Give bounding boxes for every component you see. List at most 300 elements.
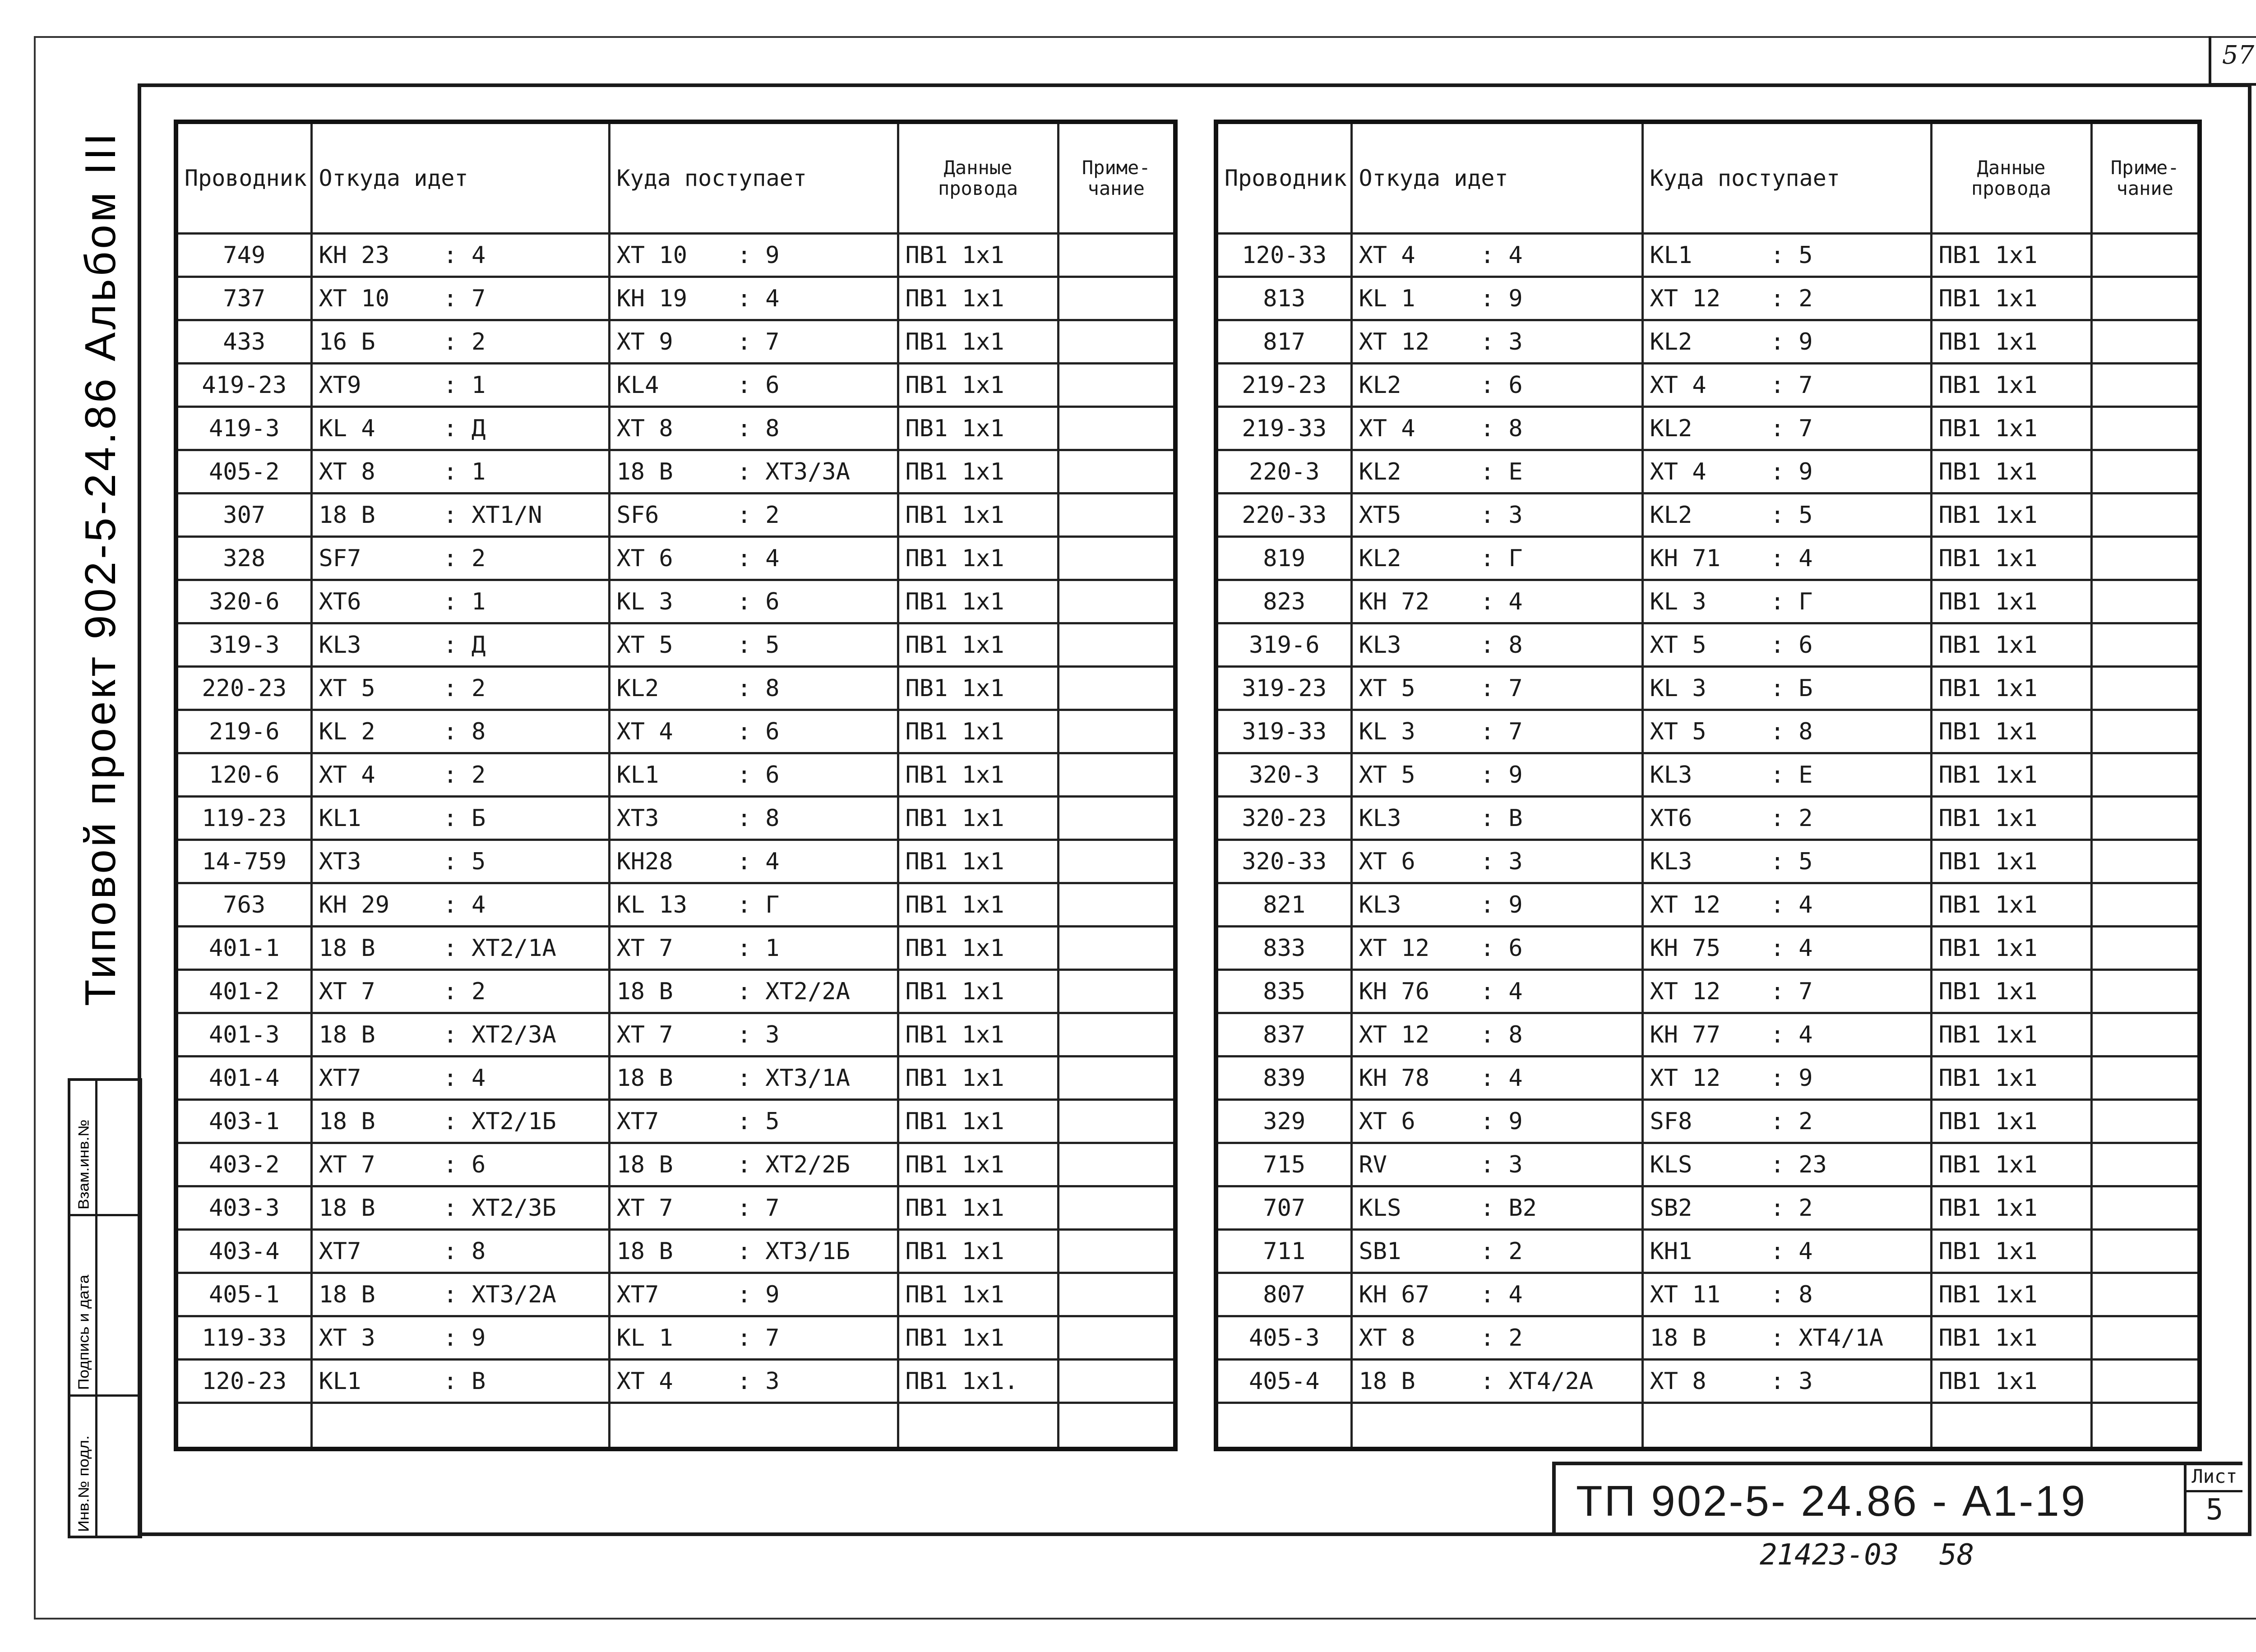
wire-data-cell: ПВ1 1х1 — [898, 1273, 1058, 1316]
from-cell — [1351, 667, 1642, 710]
table-row — [1216, 1230, 2200, 1273]
wire-data-cell: ПВ1 1х1 — [898, 667, 1058, 710]
note-cell — [2091, 667, 2200, 710]
wire-id: 403-1 — [176, 1100, 311, 1143]
table-row — [1216, 883, 2200, 927]
table-row — [1216, 1143, 2200, 1186]
table-row — [176, 623, 1175, 667]
to-device: XT 8 — [616, 415, 673, 442]
from-cell — [311, 753, 609, 797]
from-device: XT 10 — [319, 285, 390, 312]
to-terminal: : 9 — [1770, 458, 1813, 485]
wire-id: 119-33 — [176, 1316, 311, 1360]
from-device: XT3 — [319, 848, 361, 875]
from-device: XT7 — [319, 1237, 361, 1265]
from-device: KL3 — [1359, 631, 1401, 659]
table-row — [1216, 753, 2200, 797]
to-cell — [1642, 407, 1931, 450]
to-cell — [1642, 1143, 1931, 1186]
table-row — [1216, 1186, 2200, 1230]
wire-id: 813 — [1216, 277, 1351, 320]
from-device: XT9 — [319, 371, 361, 399]
to-cell — [609, 840, 898, 883]
from-device: KL2 — [1359, 545, 1401, 572]
from-cell — [311, 797, 609, 840]
from-cell — [311, 1100, 609, 1143]
wire-id: 401-4 — [176, 1057, 311, 1100]
page-number: 58 — [1939, 1538, 1974, 1572]
to-cell — [609, 927, 898, 970]
to-cell — [609, 320, 898, 364]
wire-data-cell: ПВ1 1х1 — [898, 277, 1058, 320]
to-terminal: : 9 — [737, 241, 780, 269]
wire-data-cell: ПВ1 1х1 — [1931, 970, 2091, 1013]
col-header-wire-data: Данные провода — [898, 122, 1058, 234]
note-cell — [2091, 840, 2200, 883]
from-device: KL2 — [1359, 458, 1401, 485]
title-block — [1552, 1462, 2242, 1536]
col-header-to: Куда поступает — [609, 122, 898, 234]
to-cell — [609, 797, 898, 840]
from-cell — [311, 710, 609, 753]
from-device: KL3 — [319, 631, 361, 659]
wire-id: 403-3 — [176, 1186, 311, 1230]
table-row — [176, 710, 1175, 753]
from-device: KL1 — [319, 804, 361, 832]
empty-cell — [609, 1403, 898, 1449]
table-row — [1216, 623, 2200, 667]
to-cell — [1642, 1186, 1931, 1230]
empty-cell — [2091, 1403, 2200, 1449]
to-terminal: : 2 — [1770, 1194, 1813, 1222]
table-row — [1216, 494, 2200, 537]
to-device: XT 12 — [1650, 285, 1721, 312]
wire-id: 320-6 — [176, 580, 311, 623]
to-device: XT 5 — [616, 631, 673, 659]
table-row — [1216, 1316, 2200, 1360]
from-terminal: : 2 — [443, 978, 486, 1005]
stamp-field-signature-label: Подпись и дата — [75, 1274, 92, 1390]
from-device: KL 3 — [1359, 718, 1415, 745]
note-cell — [1058, 710, 1175, 753]
from-terminal: : 4 — [443, 1064, 486, 1092]
table-row — [176, 1186, 1175, 1230]
wire-data-cell: ПВ1 1х1 — [1931, 1230, 2091, 1273]
from-terminal: : 8 — [443, 718, 486, 745]
note-cell — [2091, 1100, 2200, 1143]
table-header-row — [176, 122, 1175, 234]
wire-id: 819 — [1216, 537, 1351, 580]
wire-id: 707 — [1216, 1186, 1351, 1230]
from-device: 18 В — [319, 934, 375, 962]
note-cell — [1058, 537, 1175, 580]
from-device: XT 12 — [1359, 934, 1430, 962]
to-cell — [609, 494, 898, 537]
to-device: XT 8 — [1650, 1367, 1706, 1395]
from-cell — [1351, 797, 1642, 840]
from-device: 18 В — [319, 1194, 375, 1222]
from-device: KL 2 — [319, 718, 375, 745]
to-device: XT7 — [616, 1281, 659, 1308]
to-device: SF6 — [616, 501, 659, 529]
wire-id: 328 — [176, 537, 311, 580]
from-terminal: : 8 — [1480, 631, 1523, 659]
from-terminal: : 1 — [443, 588, 486, 615]
to-terminal: : 4 — [1770, 1021, 1813, 1048]
to-terminal: : 7 — [1770, 371, 1813, 399]
from-cell — [311, 364, 609, 407]
wire-data-cell: ПВ1 1х1 — [1931, 1013, 2091, 1057]
table-row — [176, 1057, 1175, 1100]
wire-data-cell: ПВ1 1х1 — [898, 450, 1058, 494]
table-row — [176, 1273, 1175, 1316]
wire-data-cell: ПВ1 1х1 — [1931, 1100, 2091, 1143]
to-terminal: : 9 — [1770, 328, 1813, 355]
from-device: 18 В — [319, 1021, 375, 1048]
wire-data-cell: ПВ1 1х1 — [898, 797, 1058, 840]
to-device: KL 13 — [616, 891, 688, 918]
wire-id: 329 — [1216, 1100, 1351, 1143]
from-terminal: : 8 — [443, 1237, 486, 1265]
wire-id: 817 — [1216, 320, 1351, 364]
from-cell — [311, 1013, 609, 1057]
wire-id: 220-23 — [176, 667, 311, 710]
to-device: XT 5 — [1650, 718, 1706, 745]
wire-data-cell: ПВ1 1х1 — [1931, 234, 2091, 277]
wire-id: 833 — [1216, 927, 1351, 970]
table-row — [1216, 710, 2200, 753]
to-terminal: : 1 — [737, 934, 780, 962]
to-terminal: : 7 — [737, 328, 780, 355]
wire-id: 835 — [1216, 970, 1351, 1013]
to-cell — [609, 667, 898, 710]
note-cell — [2091, 320, 2200, 364]
from-device: KH 78 — [1359, 1064, 1430, 1092]
from-device: KLS — [1359, 1194, 1401, 1222]
to-terminal: : 6 — [737, 761, 780, 789]
to-device: KL1 — [616, 761, 659, 789]
to-cell — [1642, 1057, 1931, 1100]
wire-data-cell: ПВ1 1х1. — [898, 1360, 1058, 1403]
to-device: KL2 — [616, 674, 659, 702]
wire-id: 403-4 — [176, 1230, 311, 1273]
from-cell — [311, 537, 609, 580]
wire-table-left — [174, 120, 1178, 1451]
wire-id: 433 — [176, 320, 311, 364]
to-cell — [1642, 494, 1931, 537]
from-terminal: : Г — [1480, 545, 1523, 572]
empty-cell — [1216, 1403, 1351, 1449]
from-device: XT 7 — [319, 1151, 375, 1178]
wire-id: 219-6 — [176, 710, 311, 753]
wire-id: 749 — [176, 234, 311, 277]
note-cell — [1058, 840, 1175, 883]
note-cell — [2091, 277, 2200, 320]
from-cell — [1351, 883, 1642, 927]
from-cell — [1351, 277, 1642, 320]
empty-cell — [311, 1403, 609, 1449]
col-header-wire: Проводник — [1216, 122, 1351, 234]
page-corner-number: 57 — [2222, 41, 2255, 70]
to-device: XT3 — [616, 804, 659, 832]
from-terminal: : Д — [443, 415, 486, 442]
to-device: SB2 — [1650, 1194, 1692, 1222]
table-row — [1216, 970, 2200, 1013]
from-cell — [1351, 580, 1642, 623]
wire-data-cell: ПВ1 1х1 — [1931, 450, 2091, 494]
from-cell — [1351, 1316, 1642, 1360]
note-cell — [2091, 407, 2200, 450]
table-row — [1216, 537, 2200, 580]
table-row — [1216, 1013, 2200, 1057]
note-cell — [2091, 1316, 2200, 1360]
table-row — [176, 797, 1175, 840]
from-terminal: : 2 — [443, 761, 486, 789]
table-row — [176, 1013, 1175, 1057]
to-terminal: : 7 — [737, 1194, 780, 1222]
from-terminal: : Е — [1480, 458, 1523, 485]
to-device: XT7 — [616, 1107, 659, 1135]
wire-data-cell: ПВ1 1х1 — [898, 1143, 1058, 1186]
to-cell — [609, 1186, 898, 1230]
wire-id: 401-3 — [176, 1013, 311, 1057]
to-cell — [1642, 320, 1931, 364]
wire-id: 419-3 — [176, 407, 311, 450]
from-terminal: : 4 — [443, 241, 486, 269]
note-cell — [2091, 753, 2200, 797]
from-terminal: : 6 — [1480, 371, 1523, 399]
wire-data-cell: ПВ1 1х1 — [898, 1057, 1058, 1100]
to-cell — [1642, 1360, 1931, 1403]
note-cell — [1058, 1013, 1175, 1057]
from-device: XT 6 — [1359, 848, 1415, 875]
to-cell — [609, 364, 898, 407]
to-cell — [609, 1057, 898, 1100]
table-row — [1216, 1057, 2200, 1100]
from-terminal: : 7 — [1480, 718, 1523, 745]
wire-data-cell: ПВ1 1х1 — [898, 1186, 1058, 1230]
to-terminal: : XT3/1A — [737, 1064, 851, 1092]
wire-data-cell: ПВ1 1х1 — [898, 364, 1058, 407]
to-terminal: : 4 — [737, 545, 780, 572]
to-cell — [609, 1143, 898, 1186]
table-row-empty — [1216, 1403, 2200, 1449]
to-device: XT 4 — [1650, 371, 1706, 399]
to-device: XT 7 — [616, 934, 673, 962]
wire-id: 419-23 — [176, 364, 311, 407]
table-row-empty — [176, 1403, 1175, 1449]
table-row — [176, 234, 1175, 277]
table-row — [176, 1316, 1175, 1360]
to-device: KL3 — [1650, 848, 1692, 875]
table-row — [1216, 840, 2200, 883]
col-header-note: Приме-чание — [1058, 122, 1175, 234]
to-device: KL4 — [616, 371, 659, 399]
from-device: 18 В — [319, 501, 375, 529]
from-device: 18 В — [1359, 1367, 1415, 1395]
document-code: ТП 902-5- 24.86 - А1-19 — [1576, 1477, 2087, 1525]
wire-data-cell: ПВ1 1х1 — [1931, 883, 2091, 927]
from-device: SB1 — [1359, 1237, 1401, 1265]
col-header-wire-data: Данные провода — [1931, 122, 2091, 234]
from-device: RV — [1359, 1151, 1387, 1178]
note-cell — [1058, 1230, 1175, 1273]
to-cell — [609, 407, 898, 450]
table-row — [176, 407, 1175, 450]
from-terminal: : 5 — [443, 848, 486, 875]
wire-data-cell: ПВ1 1х1 — [898, 883, 1058, 927]
wire-id: 320-33 — [1216, 840, 1351, 883]
to-device: 18 В — [616, 1151, 673, 1178]
from-device: KL3 — [1359, 891, 1401, 918]
wire-id: 405-3 — [1216, 1316, 1351, 1360]
from-cell — [1351, 1273, 1642, 1316]
to-terminal: : 23 — [1770, 1151, 1827, 1178]
to-terminal: : 4 — [1770, 1237, 1813, 1265]
wire-id: 120-6 — [176, 753, 311, 797]
to-terminal: : Б — [1770, 674, 1813, 702]
to-terminal: : 7 — [1770, 978, 1813, 1005]
to-cell — [609, 537, 898, 580]
table-row — [1216, 580, 2200, 623]
vertical-title-text: Типовой проект 902-5-24.86 Альбом III — [76, 130, 125, 1006]
from-cell — [311, 320, 609, 364]
table-row — [176, 667, 1175, 710]
from-cell — [1351, 840, 1642, 883]
to-cell — [1642, 623, 1931, 667]
to-device: XT 12 — [1650, 978, 1721, 1005]
to-cell — [1642, 970, 1931, 1013]
wire-data-cell: ПВ1 1х1 — [898, 320, 1058, 364]
to-device: XT 4 — [616, 1367, 673, 1395]
wire-data-cell: ПВ1 1х1 — [1931, 710, 2091, 753]
to-device: KL2 — [1650, 415, 1692, 442]
wire-data-cell: ПВ1 1х1 — [898, 840, 1058, 883]
from-terminal: : 6 — [1480, 934, 1523, 962]
to-terminal: : XT3/3A — [737, 458, 851, 485]
wire-data-cell: ПВ1 1х1 — [1931, 1143, 2091, 1186]
to-cell — [1642, 1100, 1931, 1143]
from-terminal: : 1 — [443, 458, 486, 485]
from-device: XT6 — [319, 588, 361, 615]
wire-id: 737 — [176, 277, 311, 320]
from-cell — [1351, 1100, 1642, 1143]
from-device: XT 8 — [319, 458, 375, 485]
to-device: KH 19 — [616, 285, 688, 312]
table-row — [1216, 277, 2200, 320]
from-cell — [311, 450, 609, 494]
to-terminal: : Г — [1770, 588, 1813, 615]
to-cell — [1642, 667, 1931, 710]
note-cell — [2091, 1230, 2200, 1273]
to-device: XT 7 — [616, 1194, 673, 1222]
to-device: 18 В — [616, 1237, 673, 1265]
to-device: KL 3 — [1650, 588, 1706, 615]
note-cell — [1058, 1316, 1175, 1360]
bottom-reference — [1760, 1538, 2015, 1572]
wire-id: 220-33 — [1216, 494, 1351, 537]
note-cell — [1058, 407, 1175, 450]
stamp-field-replace-label: Взам.инв.№ — [75, 1119, 92, 1210]
table-row — [1216, 407, 2200, 450]
table-row — [176, 450, 1175, 494]
note-cell — [1058, 1143, 1175, 1186]
to-cell — [1642, 580, 1931, 623]
table-row — [176, 277, 1175, 320]
to-cell — [1642, 883, 1931, 927]
to-terminal: : 4 — [1770, 891, 1813, 918]
from-device: KH 72 — [1359, 588, 1430, 615]
note-cell — [2091, 797, 2200, 840]
from-terminal: : 7 — [1480, 674, 1523, 702]
to-terminal: : 8 — [737, 674, 780, 702]
from-cell — [311, 1143, 609, 1186]
from-device: XT 5 — [1359, 761, 1415, 789]
wire-data-cell: ПВ1 1х1 — [898, 970, 1058, 1013]
from-terminal: : 8 — [1480, 415, 1523, 442]
to-terminal: : 6 — [737, 588, 780, 615]
wire-id: 839 — [1216, 1057, 1351, 1100]
from-terminal: : 2 — [1480, 1237, 1523, 1265]
wire-data-cell: ПВ1 1х1 — [1931, 1186, 2091, 1230]
note-cell — [1058, 580, 1175, 623]
to-terminal: : 2 — [1770, 804, 1813, 832]
wire-data-cell: ПВ1 1х1 — [1931, 494, 2091, 537]
sheet-label: Лист — [2187, 1465, 2242, 1492]
from-cell — [1351, 927, 1642, 970]
col-header-wire: Проводник — [176, 122, 311, 234]
wire-id: 219-23 — [1216, 364, 1351, 407]
from-cell — [311, 407, 609, 450]
note-cell — [1058, 1057, 1175, 1100]
wire-data-cell: ПВ1 1х1 — [898, 710, 1058, 753]
from-device: 18 В — [319, 1281, 375, 1308]
wire-id: 401-2 — [176, 970, 311, 1013]
wire-data-cell: ПВ1 1х1 — [1931, 364, 2091, 407]
from-terminal: : 6 — [443, 1151, 486, 1178]
to-device: XT 11 — [1650, 1281, 1721, 1308]
note-cell — [1058, 277, 1175, 320]
from-terminal: : XT2/1Б — [443, 1107, 556, 1135]
from-device: KL1 — [319, 1367, 361, 1395]
from-terminal: : XT2/3Б — [443, 1194, 556, 1222]
to-terminal: : 5 — [737, 631, 780, 659]
wire-id: 219-33 — [1216, 407, 1351, 450]
table-row — [176, 840, 1175, 883]
to-device: XT6 — [1650, 804, 1692, 832]
to-terminal: : 4 — [737, 285, 780, 312]
to-device: 18 В — [1650, 1324, 1706, 1352]
from-device: KH 67 — [1359, 1281, 1430, 1308]
to-device: KH28 — [616, 848, 673, 875]
from-cell — [311, 927, 609, 970]
table-row — [1216, 1100, 2200, 1143]
to-terminal: : 5 — [737, 1107, 780, 1135]
to-cell — [1642, 927, 1931, 970]
wire-data-cell: ПВ1 1х1 — [1931, 667, 2091, 710]
from-terminal: : 2 — [1480, 1324, 1523, 1352]
empty-cell — [898, 1403, 1058, 1449]
table-row — [176, 1360, 1175, 1403]
from-cell — [1351, 1057, 1642, 1100]
wire-id: 763 — [176, 883, 311, 927]
to-device: KH 77 — [1650, 1021, 1721, 1048]
from-terminal: : 3 — [1480, 328, 1523, 355]
vertical-title — [0, 90, 153, 1015]
to-device: KH 75 — [1650, 934, 1721, 962]
wire-id: 401-1 — [176, 927, 311, 970]
note-cell — [2091, 494, 2200, 537]
